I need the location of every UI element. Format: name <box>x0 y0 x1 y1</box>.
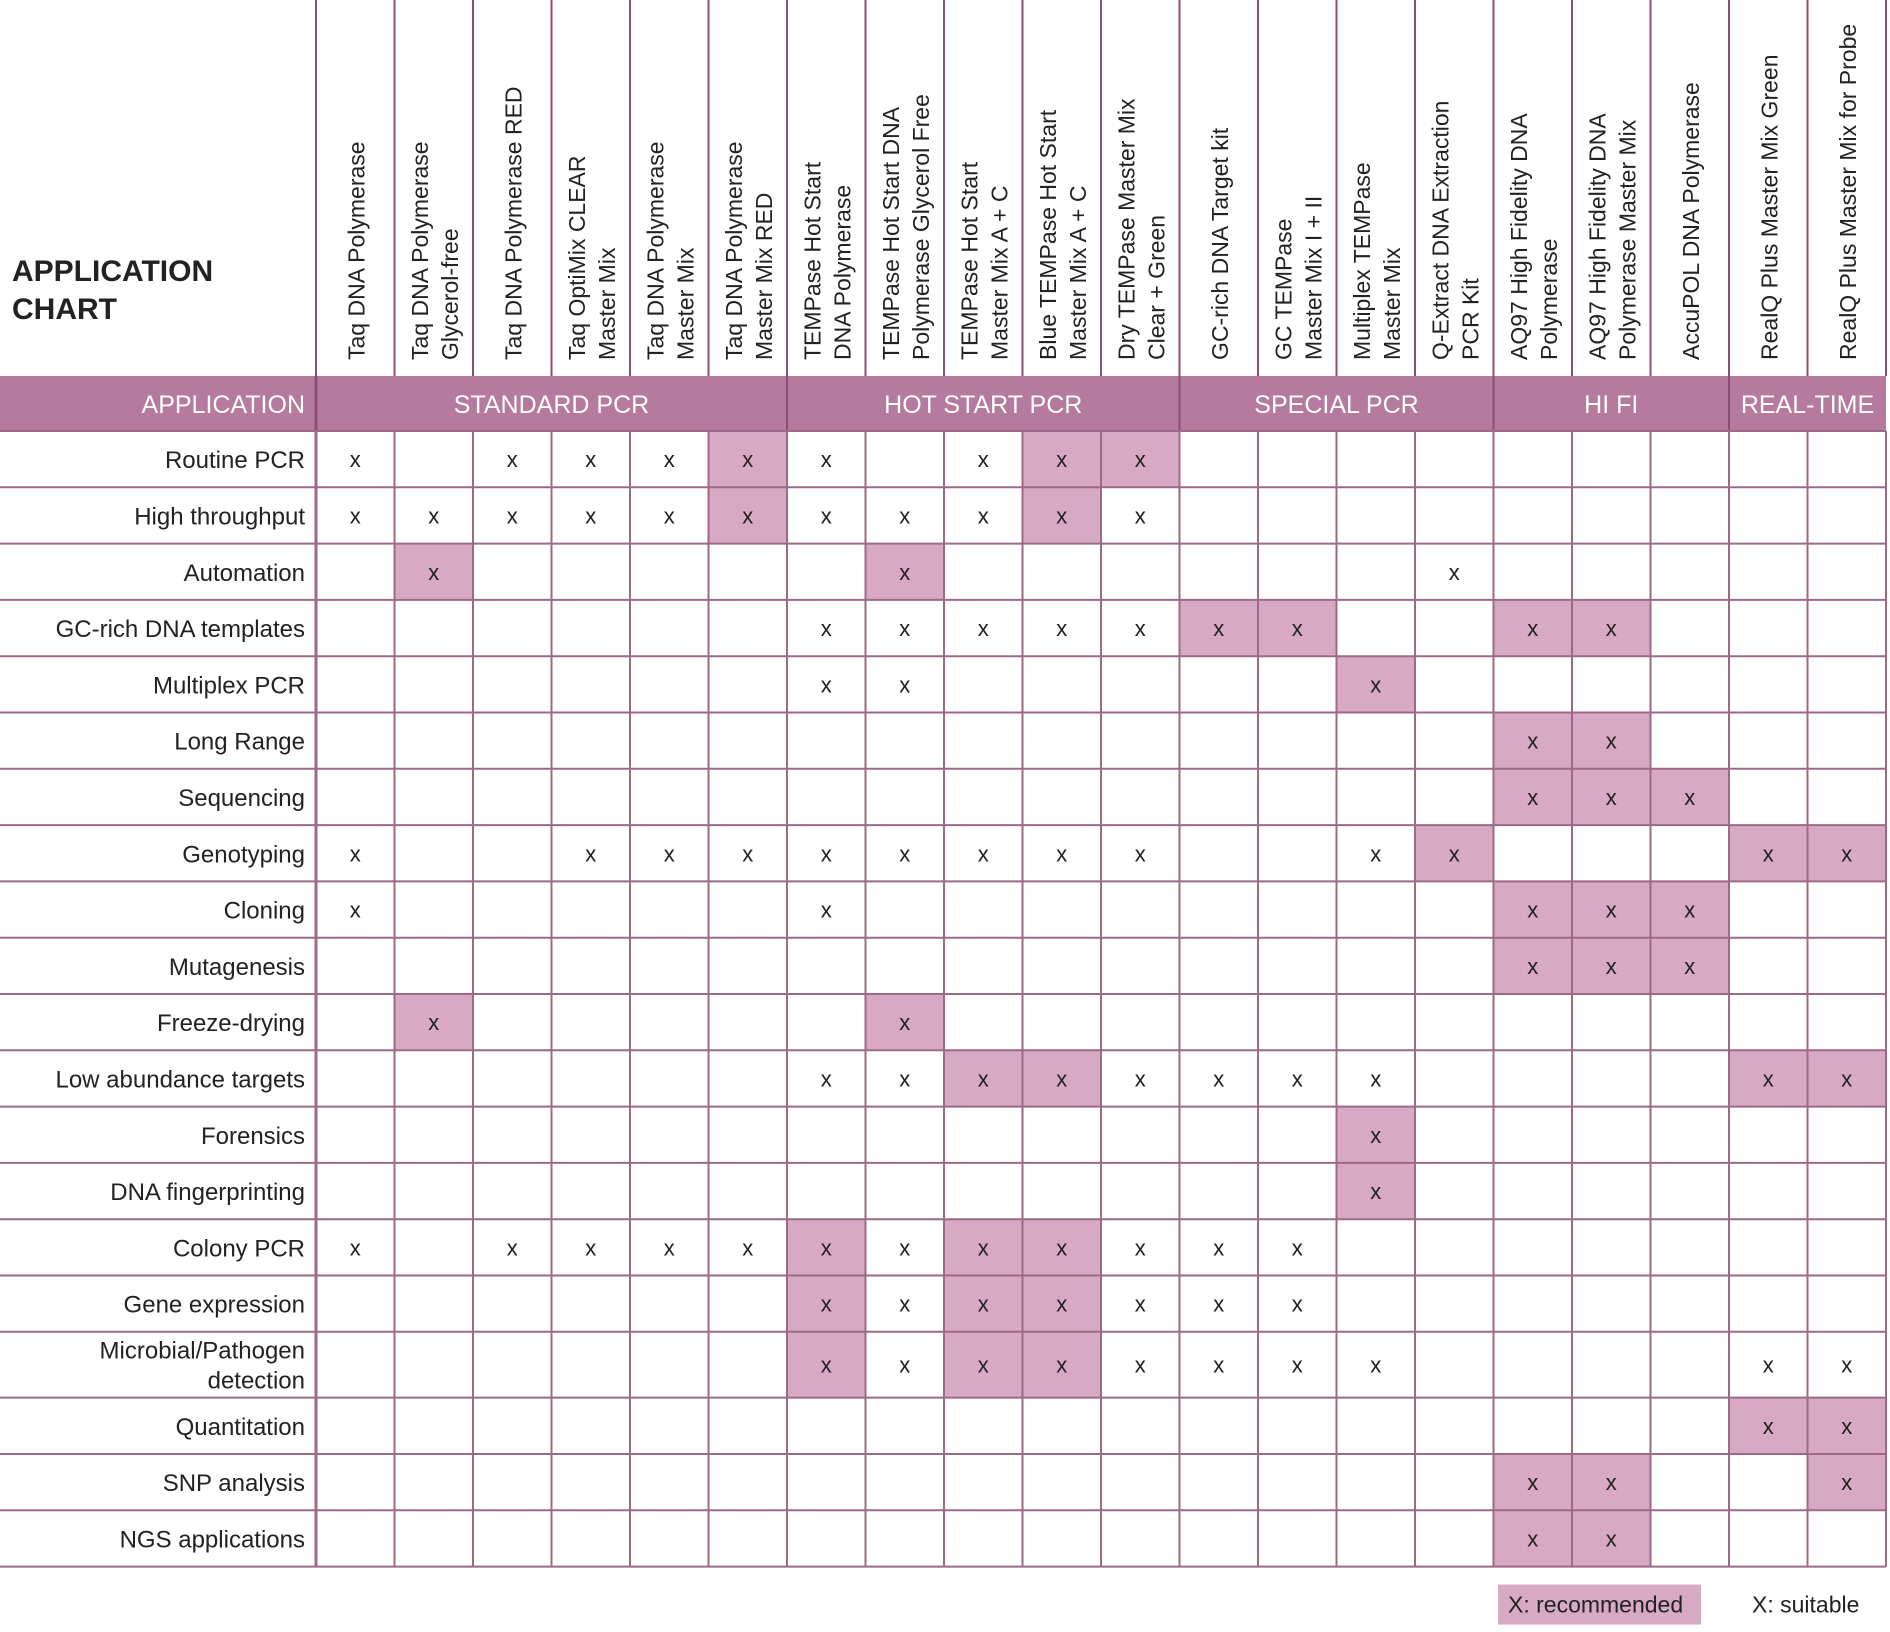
recommended-mark: x <box>977 1291 989 1317</box>
suitable-mark: x <box>1370 841 1382 867</box>
suitable-mark: x <box>506 503 518 529</box>
suitable-mark: x <box>1134 1352 1146 1378</box>
suitable-mark: x <box>977 447 989 473</box>
recommended-mark: x <box>742 447 754 473</box>
recommended-mark: x <box>977 1066 989 1092</box>
suitable-mark: x <box>1213 1352 1225 1378</box>
recommended-mark: x <box>1605 1470 1617 1496</box>
product-name: Glycerol-free <box>436 228 463 360</box>
suitable-mark: x <box>663 503 675 529</box>
suitable-mark: x <box>1291 1235 1303 1261</box>
application-label: Mutagenesis <box>168 953 305 981</box>
recommended-mark: x <box>1448 841 1460 867</box>
recommended-mark: x <box>1605 784 1617 810</box>
recommended-mark: x <box>1056 447 1068 473</box>
recommended-mark: x <box>1527 897 1539 923</box>
suitable-mark: x <box>1291 1291 1303 1317</box>
suitable-mark: x <box>1134 1291 1146 1317</box>
page-title: CHART <box>12 293 117 326</box>
recommended-mark: x <box>1605 897 1617 923</box>
product-name: RealQ Plus Master Mix Green <box>1756 54 1783 360</box>
product-name: Master Mix A + C <box>1064 185 1091 360</box>
application-label: Microbial/Pathogen <box>99 1337 305 1365</box>
category-label: SPECIAL PCR <box>1254 391 1419 419</box>
recommended-mark: x <box>1605 616 1617 642</box>
suitable-mark: x <box>349 503 361 529</box>
suitable-mark: x <box>663 841 675 867</box>
application-label: SNP analysis <box>162 1470 305 1498</box>
suitable-mark: x <box>1370 1066 1382 1092</box>
product-name: TEMPase Hot Start DNA <box>877 106 904 360</box>
recommended-mark: x <box>1056 1291 1068 1317</box>
suitable-mark: x <box>820 616 832 642</box>
product-name: Taq DNA Polymerase <box>642 141 669 360</box>
suitable-mark: x <box>899 1291 911 1317</box>
suitable-mark: x <box>349 897 361 923</box>
suitable-mark: x <box>820 1066 832 1092</box>
application-label: NGS applications <box>119 1526 305 1554</box>
product-name: AQ97 High Fidelity DNA <box>1505 113 1532 360</box>
suitable-mark: x <box>899 1066 911 1092</box>
recommended-mark: x <box>1841 1066 1853 1092</box>
page-title: APPLICATION <box>12 255 214 288</box>
recommended-mark: x <box>977 1235 989 1261</box>
suitable-mark: x <box>1448 559 1460 585</box>
category-label: REAL-TIME <box>1740 391 1875 419</box>
suitable-mark: x <box>1762 1352 1774 1378</box>
application-label: Colony PCR <box>172 1235 305 1263</box>
recommended-mark: x <box>1605 728 1617 754</box>
product-name: Taq OptiMix CLEAR <box>563 155 590 360</box>
product-name: Taq DNA Polymerase <box>343 141 370 360</box>
product-name: Master Mix <box>672 247 699 360</box>
application-label: Freeze-drying <box>156 1010 305 1038</box>
suitable-mark: x <box>1134 503 1146 529</box>
product-name: Polymerase Glycerol Free <box>907 94 934 360</box>
recommended-mark: x <box>1762 1413 1774 1439</box>
product-name: Taq DNA Polymerase <box>406 141 433 360</box>
suitable-mark: x <box>585 1235 597 1261</box>
application-label: Routine PCR <box>164 447 305 475</box>
product-name: Polymerase <box>1535 238 1562 360</box>
suitable-mark: x <box>585 447 597 473</box>
suitable-mark: x <box>899 841 911 867</box>
product-name: Multiplex TEMPase <box>1348 162 1375 360</box>
application-label: Genotyping <box>182 841 305 869</box>
product-name: Master Mix <box>1378 247 1405 360</box>
recommended-mark: x <box>1056 503 1068 529</box>
product-name: Taq DNA Polymerase RED <box>500 86 527 360</box>
suitable-mark: x <box>899 503 911 529</box>
suitable-mark: x <box>899 616 911 642</box>
recommended-mark: x <box>1056 1235 1068 1261</box>
suitable-mark: x <box>1134 616 1146 642</box>
suitable-mark: x <box>820 841 832 867</box>
product-name: Clear + Green <box>1143 214 1170 360</box>
suitable-mark: x <box>349 447 361 473</box>
category-label: HOT START PCR <box>884 391 1083 419</box>
recommended-mark: x <box>1527 1526 1539 1552</box>
recommended-mark: x <box>1370 672 1382 698</box>
suitable-mark: x <box>820 672 832 698</box>
product-name: Q-Extract DNA Extraction <box>1427 100 1454 360</box>
recommended-mark: x <box>899 1010 911 1036</box>
recommended-mark: x <box>1213 616 1225 642</box>
recommended-mark: x <box>1527 784 1539 810</box>
recommended-mark: x <box>1527 728 1539 754</box>
recommended-mark: x <box>742 503 754 529</box>
suitable-mark: x <box>742 1235 754 1261</box>
suitable-mark: x <box>820 447 832 473</box>
suitable-mark: x <box>820 503 832 529</box>
product-name: Taq DNA Polymerase <box>720 141 747 360</box>
suitable-mark: x <box>1213 1291 1225 1317</box>
suitable-mark: x <box>1370 1352 1382 1378</box>
suitable-mark: x <box>1213 1235 1225 1261</box>
recommended-mark: x <box>1056 1066 1068 1092</box>
product-name: Polymerase Master Mix <box>1614 119 1641 360</box>
suitable-mark: x <box>506 447 518 473</box>
recommended-mark: x <box>1291 616 1303 642</box>
suitable-mark: x <box>428 503 440 529</box>
application-label: DNA fingerprinting <box>110 1179 305 1207</box>
suitable-mark: x <box>1134 1066 1146 1092</box>
recommended-mark: x <box>820 1352 832 1378</box>
suitable-mark: x <box>977 616 989 642</box>
product-name: PCR Kit <box>1457 278 1484 360</box>
recommended-mark: x <box>1684 897 1696 923</box>
legend-suitable: X: suitable <box>1752 1591 1860 1618</box>
suitable-mark: x <box>899 672 911 698</box>
suitable-mark: x <box>1056 841 1068 867</box>
recommended-mark: x <box>1841 1470 1853 1496</box>
recommended-mark: x <box>1684 953 1696 979</box>
suitable-mark: x <box>585 503 597 529</box>
category-label: HI FI <box>1584 391 1639 419</box>
recommended-mark: x <box>1056 1352 1068 1378</box>
recommended-mark: x <box>977 1352 989 1378</box>
suitable-mark: x <box>977 503 989 529</box>
recommended-mark: x <box>1762 1066 1774 1092</box>
recommended-mark: x <box>428 559 440 585</box>
suitable-mark: x <box>1213 1066 1225 1092</box>
application-label: High throughput <box>134 503 305 531</box>
category-label: STANDARD PCR <box>453 391 650 419</box>
suitable-mark: x <box>1134 1235 1146 1261</box>
product-name: Dry TEMPase Master Mix <box>1113 98 1140 360</box>
recommended-mark: x <box>1762 841 1774 867</box>
application-label: Quantitation <box>175 1413 305 1441</box>
application-label: Automation <box>183 559 305 587</box>
suitable-mark: x <box>1134 841 1146 867</box>
product-name: GC-rich DNA Target kit <box>1206 127 1233 360</box>
suitable-mark: x <box>1291 1352 1303 1378</box>
application-label: GC-rich DNA templates <box>55 616 305 644</box>
product-name: RealQ Plus Master Mix for Probe <box>1834 23 1861 360</box>
product-name: TEMPase Hot Start <box>956 161 983 360</box>
recommended-mark: x <box>1527 1470 1539 1496</box>
recommended-mark: x <box>1605 1526 1617 1552</box>
recommended-mark: x <box>1370 1179 1382 1205</box>
recommended-mark: x <box>820 1235 832 1261</box>
application-label: Sequencing <box>178 784 305 812</box>
application-label: Forensics <box>200 1122 305 1150</box>
suitable-mark: x <box>1841 1352 1853 1378</box>
recommended-mark: x <box>820 1291 832 1317</box>
suitable-mark: x <box>899 1352 911 1378</box>
recommended-mark: x <box>1527 616 1539 642</box>
application-header: APPLICATION <box>141 391 305 419</box>
product-name: AQ97 High Fidelity DNA <box>1584 113 1611 360</box>
suitable-mark: x <box>742 841 754 867</box>
product-name: Master Mix RED <box>750 192 777 360</box>
recommended-mark: x <box>1370 1122 1382 1148</box>
suitable-mark: x <box>1291 1066 1303 1092</box>
application-label: Long Range <box>174 728 305 756</box>
application-label: Multiplex PCR <box>152 672 305 700</box>
application-label: Gene expression <box>123 1291 305 1319</box>
suitable-mark: x <box>977 841 989 867</box>
product-name: Blue TEMPase Hot Start <box>1034 109 1061 360</box>
suitable-mark: x <box>1056 616 1068 642</box>
suitable-mark: x <box>585 841 597 867</box>
suitable-mark: x <box>663 447 675 473</box>
legend-recommended: X: recommended <box>1508 1591 1684 1618</box>
product-name: GC TEMPase <box>1270 218 1297 360</box>
recommended-mark: x <box>1841 1413 1853 1439</box>
product-name: TEMPase Hot Start <box>799 161 826 360</box>
application-label: Cloning <box>223 897 305 925</box>
product-name: AccuPOL DNA Polymerase <box>1677 82 1704 360</box>
product-name: DNA Polymerase <box>829 184 856 360</box>
application-label: Low abundance targets <box>55 1066 305 1094</box>
recommended-mark: x <box>1134 447 1146 473</box>
product-name: Master Mix A + C <box>986 185 1013 360</box>
suitable-mark: x <box>899 1235 911 1261</box>
application-label: detection <box>207 1367 305 1395</box>
recommended-mark: x <box>1841 841 1853 867</box>
recommended-mark: x <box>1605 953 1617 979</box>
suitable-mark: x <box>349 1235 361 1261</box>
suitable-mark: x <box>820 897 832 923</box>
recommended-mark: x <box>1527 953 1539 979</box>
product-name: Master Mix I + II <box>1300 195 1327 360</box>
recommended-mark: x <box>899 559 911 585</box>
product-name: Master Mix <box>593 247 620 360</box>
recommended-mark: x <box>428 1010 440 1036</box>
suitable-mark: x <box>663 1235 675 1261</box>
recommended-mark: x <box>1684 784 1696 810</box>
suitable-mark: x <box>349 841 361 867</box>
suitable-mark: x <box>506 1235 518 1261</box>
